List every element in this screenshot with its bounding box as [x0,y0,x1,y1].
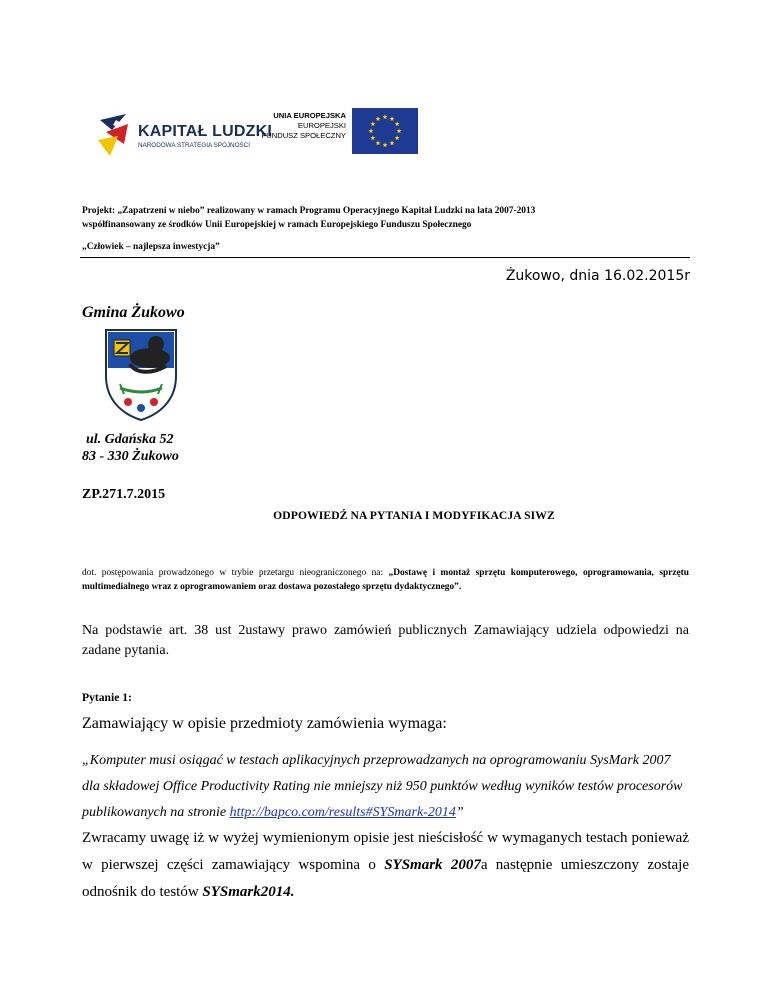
subject-prefix: dot. postępowania prowadzonego w trybie przetargu nieograniczonego na: [82,568,389,578]
date-line: Żukowo, dnia 16.02.2015r [505,268,690,284]
eu-label-line1: UNIA EUROPEJSKA [273,111,346,120]
project-line-1: Projekt: „Zapatrzeni w niebo” realizowany w ramach Programu Operacyjnego Kapitał Ludzki na lata 2007-2013 [82,206,536,216]
kapital-ludzki-title: KAPITAŁ LUDZKI [138,123,273,140]
subject-title: „Dostawę i montaż sprzętu komputerowego, oprogramowania, sprzętu multimedialnego wraz z oprogramowaniem oraz dostawa pozostałego sprzętu dydaktycznego”. [82,568,689,592]
quote-text: „Komputer musi osiągać w testach aplikacyjnych przeprowadzanych na oprogramowaniu SysMark 2007 dla składowej Office Productivity Rating nie mniejszy niż 950 punktów według wyników testów procesorów publikowanych na stronie [82,753,683,820]
requirement-quote [82,748,689,826]
reference-number: ZP.271.7.2015 [82,487,166,502]
project-motto: „Człowiek – najlepsza inwestycja” [82,242,220,252]
subject-paragraph [82,566,689,594]
quote-end: ” [455,805,464,820]
eu-flag-icon [352,108,418,154]
eu-label-line2: EUROPEJSKI [297,121,346,130]
legal-basis-paragraph: Na podstawie art. 38 ust 2ustawy prawo zamówień publicznych Zamawiający udziela odpowiedzi na zadane pytania. [82,623,689,658]
remark-part1: Zwracamy uwagę iż w wyżej wymienionym opisie jest nieścisłość w wymaganych testach ponieważ w pierwszej części zamawiający wspomina o [82,830,689,873]
eu-label-line3: FUNDUSZ SPOŁECZNY [261,131,346,140]
question-intro: Zamawiający w opisie przedmioty zamówienia wymaga: [82,715,447,732]
header-divider [80,257,690,258]
question-label: Pytanie 1: [82,691,132,704]
remark-bold-sysmark2007: SYSmark 2007 [384,857,481,873]
sender-name: Gmina Żukowo [82,304,185,321]
remark-part2: a następnie umieszczony zostaje odnośnik do testów [82,857,689,900]
kapital-ludzki-subtitle: NARODOWA STRATEGIA SPÓJNOŚCI [138,142,250,149]
sender-address-street: ul. Gdańska 52 [86,432,174,447]
document-heading: ODPOWIEDŹ NA PYTANIA I MODYFIKACJA SIWZ [273,509,555,522]
sender-address-city: 83 - 330 Żukowo [82,449,179,464]
bapco-results-link[interactable]: http://bapco.com/results#SYSmark-2014 [229,805,456,820]
coat-of-arms-icon [100,326,182,424]
remark-bold-sysmark2014: SYSmark2014. [202,884,295,900]
project-line-2: współfinansowany ze środków Unii Europejskiej w ramach Europejskiego Funduszu Społecznego [82,220,472,230]
remark-paragraph [82,825,689,906]
